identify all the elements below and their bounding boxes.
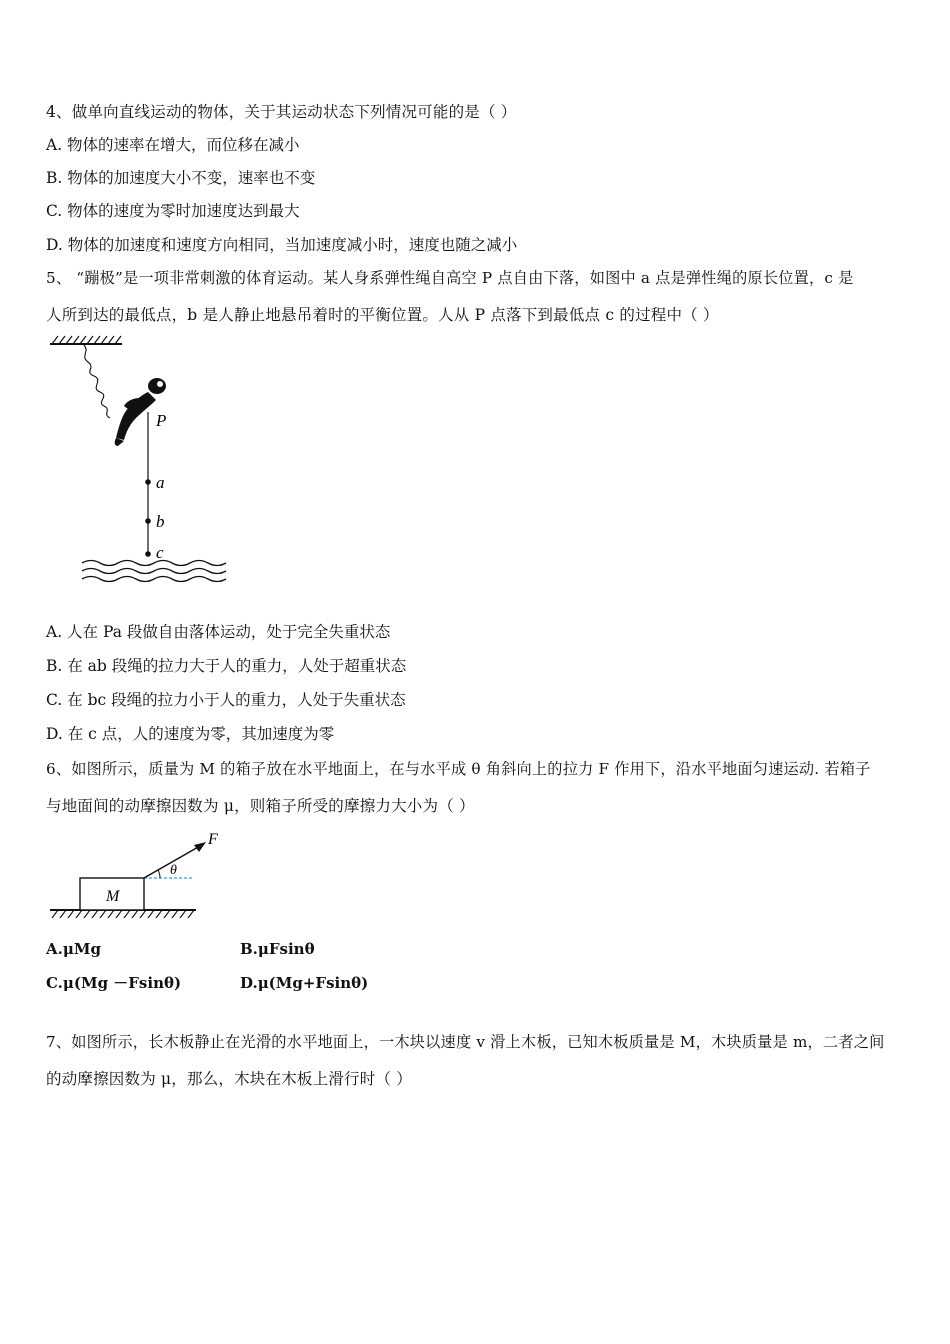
q7-stem-line2: 的动摩擦因数为 μ，那么，木块在木板上滑行时（ ） — [46, 1070, 412, 1088]
q4-option-a: A. 物体的速率在增大，而位移在减小 — [46, 136, 300, 154]
label-m: M — [106, 888, 120, 905]
q5-option-b: B. 在 ab 段绳的拉力大于人的重力，人处于超重状态 — [46, 657, 407, 675]
q6-stem-line2: 与地面间的动摩擦因数为 μ，则箱子所受的摩擦力大小为（ ） — [46, 797, 475, 815]
q5-option-a: A. 人在 Pa 段做自由落体运动，处于完全失重状态 — [46, 623, 391, 641]
q4-stem: 4、做单向直线运动的物体，关于其运动状态下列情况可能的是（ ） — [46, 103, 517, 121]
label-b: b — [156, 512, 165, 531]
q5-option-d: D. 在 c 点，人的速度为零，其加速度为零 — [46, 725, 335, 743]
q6-option-c: C.μ(Mg －Fsinθ) — [46, 974, 182, 992]
q6-option-b: B.μFsinθ — [240, 940, 315, 958]
q6-option-a: A.μMg — [46, 940, 101, 958]
q5-stem-line1: 5、 “蹦极”是一项非常刺激的体育运动。某人身系弹性绳自高空 P 点自由下落，如图中 a 点是弹性绳的原长位置，c 是 — [46, 269, 854, 287]
label-f: F — [208, 831, 218, 848]
q5-option-c: C. 在 bc 段绳的拉力小于人的重力，人处于失重状态 — [46, 691, 406, 709]
q4-option-b: B. 物体的加速度大小不变，速率也不变 — [46, 169, 316, 187]
bungee-figure — [44, 336, 234, 586]
q6-stem-line1: 6、如图所示，质量为 M 的箱子放在水平地面上，在与水平成 θ 角斜向上的拉力 F 作用下，沿水平地面匀速运动. 若箱子 — [46, 760, 871, 778]
q6-option-d: D.μ(Mg+Fsinθ) — [240, 974, 369, 992]
label-p: P — [156, 411, 167, 430]
label-a: a — [156, 473, 165, 492]
label-c: c — [156, 543, 164, 562]
q7-stem-line1: 7、如图所示，长木板静止在光滑的水平地面上，一木块以速度 v 滑上木板，已知木板质量是 M，木块质量是 m，二者之间 — [46, 1033, 885, 1051]
q5-stem-line2: 人所到达的最低点，b 是人静止地悬吊着时的平衡位置。人从 P 点落下到最低点 c 的过程中（ ） — [46, 306, 719, 324]
q4-option-d: D. 物体的加速度和速度方向相同，当加速度减小时，速度也随之减小 — [46, 236, 518, 254]
q4-option-c: C. 物体的速度为零时加速度达到最大 — [46, 202, 300, 220]
label-theta: θ — [170, 863, 177, 878]
box-force-figure — [46, 826, 226, 922]
